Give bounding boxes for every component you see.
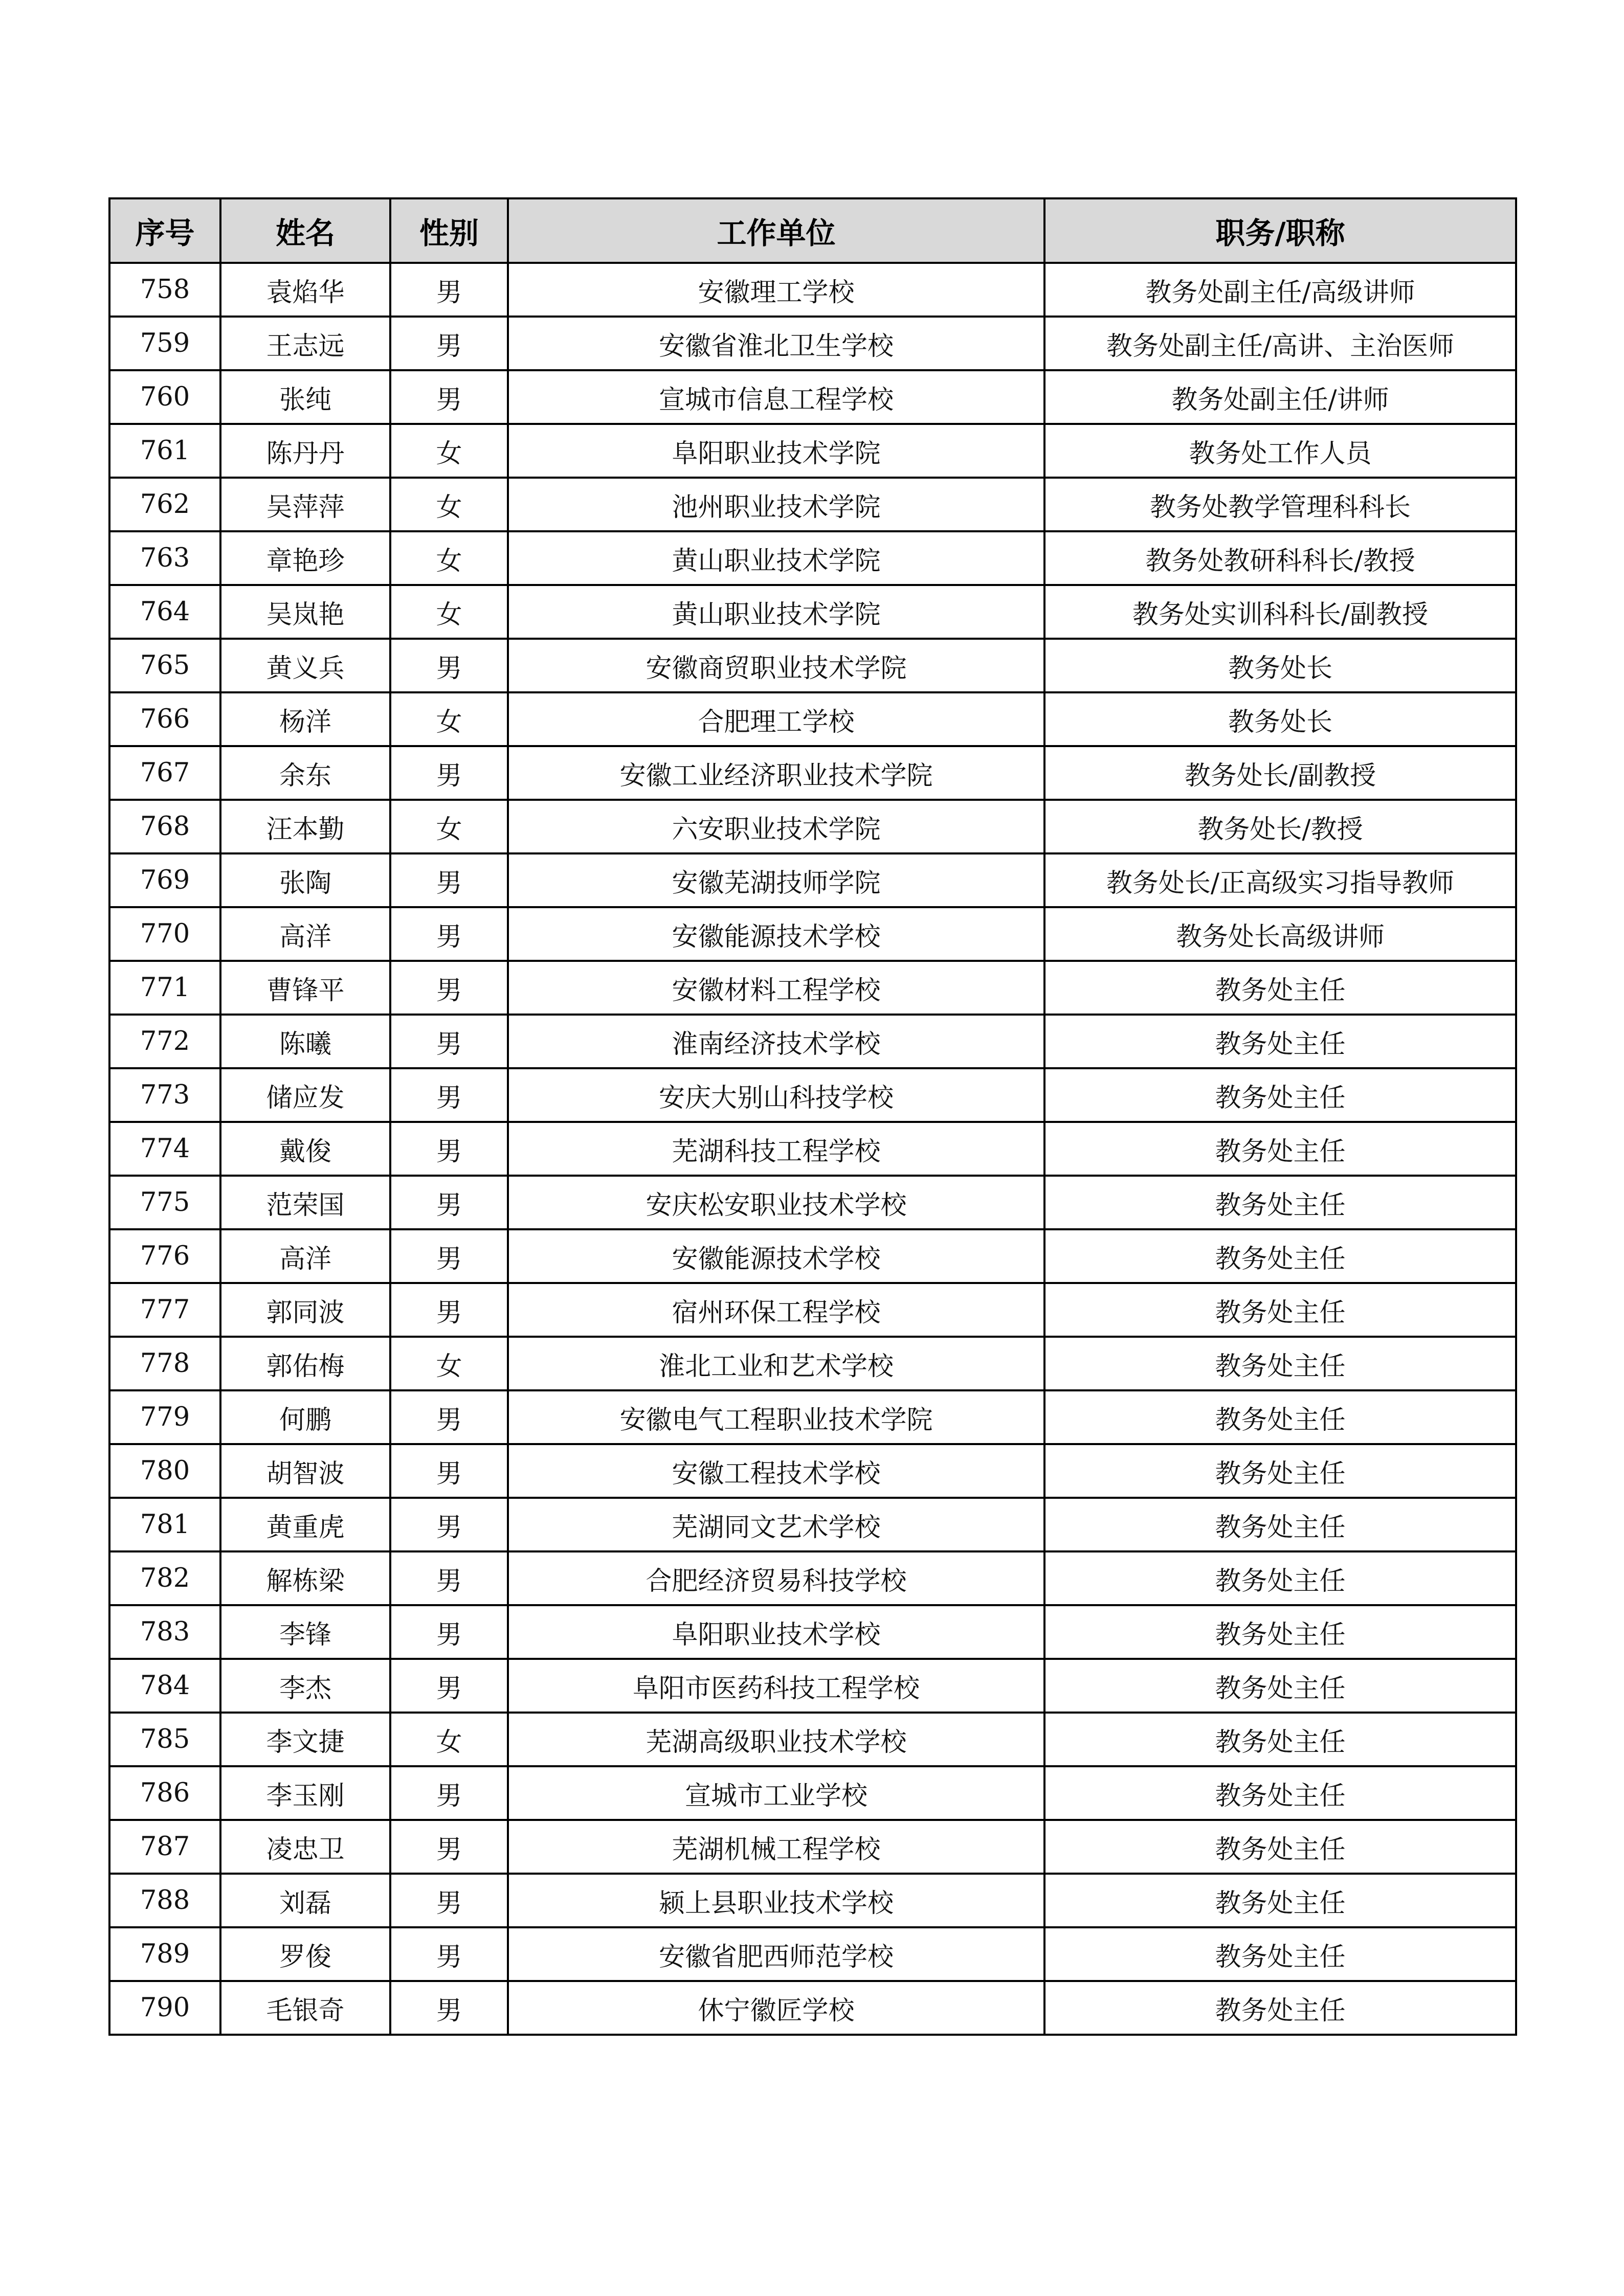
cell-serial-number: 772 — [109, 1015, 220, 1068]
cell-name: 李杰 — [220, 1659, 390, 1713]
cell-work-unit: 安徽能源技术学校 — [508, 1229, 1044, 1283]
cell-position-title: 教务处主任 — [1044, 1551, 1516, 1605]
cell-name: 郭佑梅 — [220, 1337, 390, 1390]
cell-name: 李锋 — [220, 1605, 390, 1659]
cell-serial-number: 789 — [109, 1927, 220, 1981]
table-row — [109, 263, 1516, 317]
cell-gender: 女 — [390, 424, 508, 478]
header-serial-number: 序号 — [109, 198, 220, 263]
cell-work-unit: 安徽电气工程职业技术学院 — [508, 1390, 1044, 1444]
table-row — [109, 1229, 1516, 1283]
table-row — [109, 1015, 1516, 1068]
cell-name: 张陶 — [220, 853, 390, 907]
cell-position-title: 教务处教学管理科科长 — [1044, 478, 1516, 531]
cell-gender: 男 — [390, 1444, 508, 1498]
cell-gender: 男 — [390, 1229, 508, 1283]
cell-work-unit: 淮北工业和艺术学校 — [508, 1337, 1044, 1390]
cell-serial-number: 790 — [109, 1981, 220, 2035]
cell-work-unit: 合肥理工学校 — [508, 692, 1044, 746]
cell-gender: 男 — [390, 639, 508, 692]
cell-gender: 女 — [390, 1713, 508, 1766]
cell-serial-number: 767 — [109, 746, 220, 800]
cell-position-title: 教务处主任 — [1044, 1927, 1516, 1981]
cell-position-title: 教务处副主任/高级讲师 — [1044, 263, 1516, 317]
cell-gender: 男 — [390, 1068, 508, 1122]
table-row — [109, 800, 1516, 853]
cell-serial-number: 786 — [109, 1766, 220, 1820]
cell-serial-number: 788 — [109, 1874, 220, 1927]
cell-serial-number: 766 — [109, 692, 220, 746]
cell-gender: 男 — [390, 370, 508, 424]
cell-work-unit: 芜湖同文艺术学校 — [508, 1498, 1044, 1551]
staff-table — [108, 197, 1517, 2036]
cell-work-unit: 安徽省肥西师范学校 — [508, 1927, 1044, 1981]
table-row — [109, 1659, 1516, 1713]
cell-name: 胡智波 — [220, 1444, 390, 1498]
cell-position-title: 教务处工作人员 — [1044, 424, 1516, 478]
cell-position-title: 教务处主任 — [1044, 1874, 1516, 1927]
cell-serial-number: 765 — [109, 639, 220, 692]
cell-position-title: 教务处主任 — [1044, 1122, 1516, 1176]
table-row — [109, 317, 1516, 370]
cell-gender: 男 — [390, 1874, 508, 1927]
cell-work-unit: 阜阳职业技术学院 — [508, 424, 1044, 478]
table-row — [109, 1283, 1516, 1337]
table-row — [109, 1176, 1516, 1229]
cell-serial-number: 787 — [109, 1820, 220, 1874]
cell-serial-number: 764 — [109, 585, 220, 639]
cell-serial-number: 785 — [109, 1713, 220, 1766]
cell-position-title: 教务处主任 — [1044, 1068, 1516, 1122]
cell-name: 罗俊 — [220, 1927, 390, 1981]
cell-work-unit: 安徽商贸职业技术学院 — [508, 639, 1044, 692]
cell-name: 解栋梁 — [220, 1551, 390, 1605]
table-row — [109, 853, 1516, 907]
cell-serial-number: 781 — [109, 1498, 220, 1551]
table-row — [109, 639, 1516, 692]
cell-name: 汪本勤 — [220, 800, 390, 853]
cell-gender: 男 — [390, 1766, 508, 1820]
cell-work-unit: 黄山职业技术学院 — [508, 585, 1044, 639]
cell-serial-number: 771 — [109, 961, 220, 1015]
cell-serial-number: 762 — [109, 478, 220, 531]
table-row — [109, 961, 1516, 1015]
cell-name: 毛银奇 — [220, 1981, 390, 2035]
cell-serial-number: 768 — [109, 800, 220, 853]
cell-work-unit: 池州职业技术学院 — [508, 478, 1044, 531]
cell-position-title: 教务处主任 — [1044, 1659, 1516, 1713]
cell-position-title: 教务处副主任/高讲、主治医师 — [1044, 317, 1516, 370]
cell-name: 李文捷 — [220, 1713, 390, 1766]
cell-serial-number: 769 — [109, 853, 220, 907]
cell-gender: 女 — [390, 585, 508, 639]
table-row — [109, 585, 1516, 639]
cell-name: 黄义兵 — [220, 639, 390, 692]
table-row — [109, 531, 1516, 585]
cell-gender: 男 — [390, 1122, 508, 1176]
cell-gender: 女 — [390, 1337, 508, 1390]
cell-name: 吴岚艳 — [220, 585, 390, 639]
cell-work-unit: 芜湖高级职业技术学校 — [508, 1713, 1044, 1766]
table-row — [109, 1122, 1516, 1176]
cell-serial-number: 780 — [109, 1444, 220, 1498]
cell-position-title: 教务处长 — [1044, 639, 1516, 692]
cell-gender: 女 — [390, 800, 508, 853]
cell-serial-number: 759 — [109, 317, 220, 370]
cell-gender: 男 — [390, 317, 508, 370]
table-row — [109, 1820, 1516, 1874]
cell-position-title: 教务处主任 — [1044, 1390, 1516, 1444]
cell-position-title: 教务处教研科科长/教授 — [1044, 531, 1516, 585]
cell-name: 章艳珍 — [220, 531, 390, 585]
table-row — [109, 692, 1516, 746]
cell-gender: 男 — [390, 1283, 508, 1337]
cell-name: 王志远 — [220, 317, 390, 370]
cell-work-unit: 宣城市信息工程学校 — [508, 370, 1044, 424]
cell-work-unit: 六安职业技术学院 — [508, 800, 1044, 853]
header-gender: 性别 — [390, 198, 508, 263]
cell-gender: 女 — [390, 692, 508, 746]
cell-work-unit: 黄山职业技术学院 — [508, 531, 1044, 585]
cell-position-title: 教务处主任 — [1044, 1981, 1516, 2035]
cell-work-unit: 安徽省淮北卫生学校 — [508, 317, 1044, 370]
cell-gender: 男 — [390, 746, 508, 800]
cell-name: 陈丹丹 — [220, 424, 390, 478]
cell-serial-number: 758 — [109, 263, 220, 317]
cell-work-unit: 淮南经济技术学校 — [508, 1015, 1044, 1068]
cell-name: 高洋 — [220, 907, 390, 961]
cell-position-title: 教务处主任 — [1044, 1498, 1516, 1551]
cell-work-unit: 芜湖机械工程学校 — [508, 1820, 1044, 1874]
cell-position-title: 教务处长/副教授 — [1044, 746, 1516, 800]
cell-position-title: 教务处主任 — [1044, 1605, 1516, 1659]
table-row — [109, 1874, 1516, 1927]
table-row — [109, 478, 1516, 531]
cell-serial-number: 784 — [109, 1659, 220, 1713]
cell-name: 何鹏 — [220, 1390, 390, 1444]
cell-gender: 男 — [390, 1176, 508, 1229]
cell-position-title: 教务处主任 — [1044, 1283, 1516, 1337]
cell-gender: 男 — [390, 853, 508, 907]
cell-serial-number: 761 — [109, 424, 220, 478]
cell-position-title: 教务处长/教授 — [1044, 800, 1516, 853]
cell-name: 戴俊 — [220, 1122, 390, 1176]
cell-name: 储应发 — [220, 1068, 390, 1122]
cell-work-unit: 安徽工业经济职业技术学院 — [508, 746, 1044, 800]
cell-work-unit: 安徽理工学校 — [508, 263, 1044, 317]
cell-name: 杨洋 — [220, 692, 390, 746]
cell-position-title: 教务处实训科科长/副教授 — [1044, 585, 1516, 639]
table-row — [109, 907, 1516, 961]
cell-work-unit: 安徽能源技术学校 — [508, 907, 1044, 961]
cell-work-unit: 颍上县职业技术学校 — [508, 1874, 1044, 1927]
table-row — [109, 1927, 1516, 1981]
cell-position-title: 教务处主任 — [1044, 1229, 1516, 1283]
cell-serial-number: 760 — [109, 370, 220, 424]
cell-name: 陈曦 — [220, 1015, 390, 1068]
cell-position-title: 教务处长 — [1044, 692, 1516, 746]
cell-name: 袁焰华 — [220, 263, 390, 317]
cell-gender: 男 — [390, 1498, 508, 1551]
cell-name: 高洋 — [220, 1229, 390, 1283]
cell-gender: 女 — [390, 531, 508, 585]
cell-gender: 男 — [390, 1659, 508, 1713]
cell-gender: 男 — [390, 1551, 508, 1605]
table-row — [109, 1337, 1516, 1390]
table-row — [109, 1981, 1516, 2035]
cell-serial-number: 778 — [109, 1337, 220, 1390]
cell-work-unit: 阜阳市医药科技工程学校 — [508, 1659, 1044, 1713]
cell-name: 郭同波 — [220, 1283, 390, 1337]
cell-work-unit: 宿州环保工程学校 — [508, 1283, 1044, 1337]
header-work-unit: 工作单位 — [508, 198, 1044, 263]
cell-work-unit: 阜阳职业技术学校 — [508, 1605, 1044, 1659]
cell-gender: 男 — [390, 263, 508, 317]
cell-position-title: 教务处主任 — [1044, 961, 1516, 1015]
table-row — [109, 370, 1516, 424]
cell-position-title: 教务处主任 — [1044, 1713, 1516, 1766]
cell-serial-number: 776 — [109, 1229, 220, 1283]
cell-position-title: 教务处主任 — [1044, 1176, 1516, 1229]
cell-work-unit: 宣城市工业学校 — [508, 1766, 1044, 1820]
cell-gender: 男 — [390, 1981, 508, 2035]
cell-name: 范荣国 — [220, 1176, 390, 1229]
cell-work-unit: 芜湖科技工程学校 — [508, 1122, 1044, 1176]
cell-position-title: 教务处主任 — [1044, 1015, 1516, 1068]
table-row — [109, 1713, 1516, 1766]
cell-gender: 男 — [390, 961, 508, 1015]
cell-name: 刘磊 — [220, 1874, 390, 1927]
cell-position-title: 教务处主任 — [1044, 1820, 1516, 1874]
cell-serial-number: 763 — [109, 531, 220, 585]
cell-name: 曹锋平 — [220, 961, 390, 1015]
table-row — [109, 1498, 1516, 1551]
cell-gender: 男 — [390, 907, 508, 961]
table-row — [109, 1390, 1516, 1444]
cell-position-title: 教务处主任 — [1044, 1337, 1516, 1390]
table-header-row — [109, 198, 1516, 263]
cell-work-unit: 休宁徽匠学校 — [508, 1981, 1044, 2035]
table-body — [109, 263, 1516, 2035]
cell-serial-number: 770 — [109, 907, 220, 961]
cell-name: 吴萍萍 — [220, 478, 390, 531]
table-row — [109, 1551, 1516, 1605]
table-row — [109, 1444, 1516, 1498]
table-row — [109, 1766, 1516, 1820]
header-position-title: 职务/职称 — [1044, 198, 1516, 263]
cell-serial-number: 773 — [109, 1068, 220, 1122]
cell-name: 凌忠卫 — [220, 1820, 390, 1874]
cell-name: 余东 — [220, 746, 390, 800]
cell-serial-number: 782 — [109, 1551, 220, 1605]
cell-work-unit: 安庆大别山科技学校 — [508, 1068, 1044, 1122]
cell-gender: 男 — [390, 1015, 508, 1068]
cell-gender: 男 — [390, 1605, 508, 1659]
cell-serial-number: 775 — [109, 1176, 220, 1229]
cell-serial-number: 774 — [109, 1122, 220, 1176]
cell-serial-number: 777 — [109, 1283, 220, 1337]
cell-work-unit: 安徽芜湖技师学院 — [508, 853, 1044, 907]
table-row — [109, 424, 1516, 478]
cell-gender: 男 — [390, 1390, 508, 1444]
table-row — [109, 1068, 1516, 1122]
cell-work-unit: 合肥经济贸易科技学校 — [508, 1551, 1044, 1605]
cell-gender: 男 — [390, 1927, 508, 1981]
table-row — [109, 1605, 1516, 1659]
cell-work-unit: 安徽材料工程学校 — [508, 961, 1044, 1015]
table-row — [109, 746, 1516, 800]
cell-position-title: 教务处副主任/讲师 — [1044, 370, 1516, 424]
cell-work-unit: 安庆松安职业技术学校 — [508, 1176, 1044, 1229]
cell-name: 李玉刚 — [220, 1766, 390, 1820]
cell-name: 黄重虎 — [220, 1498, 390, 1551]
cell-serial-number: 783 — [109, 1605, 220, 1659]
cell-work-unit: 安徽工程技术学校 — [508, 1444, 1044, 1498]
cell-position-title: 教务处长高级讲师 — [1044, 907, 1516, 961]
cell-serial-number: 779 — [109, 1390, 220, 1444]
cell-position-title: 教务处主任 — [1044, 1766, 1516, 1820]
cell-position-title: 教务处主任 — [1044, 1444, 1516, 1498]
cell-position-title: 教务处长/正高级实习指导教师 — [1044, 853, 1516, 907]
cell-name: 张纯 — [220, 370, 390, 424]
cell-gender: 女 — [390, 478, 508, 531]
cell-gender: 男 — [390, 1820, 508, 1874]
header-name: 姓名 — [220, 198, 390, 263]
